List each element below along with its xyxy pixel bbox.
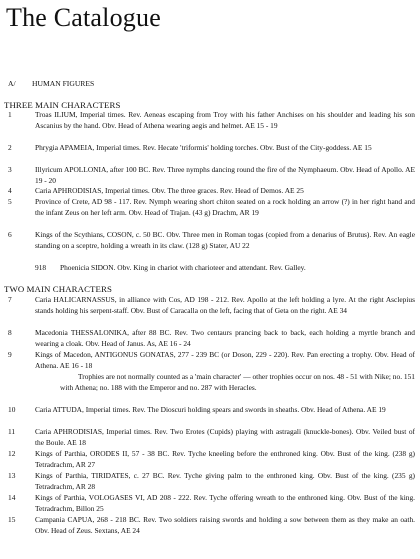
entry-number: 11	[8, 427, 16, 436]
entry-number: 2	[8, 143, 12, 152]
entry-text: Macedonia THESSALONIKA, after 88 BC. Rev. Two centaurs prancing back to back, each holding a myrtle branch and wearing a cloak. Obv. Head of Janus. As, AE 16 - 24	[35, 328, 415, 348]
entry-number: 4	[8, 186, 12, 195]
entry-text: Kings of Parthia, VOLOGASES VI, AD 208 - 222. Rev. Tyche offering wreath to the enthroned king. Obv. Bust of the king. Tetradrachm, Billon 25	[35, 493, 415, 513]
entry-text: Caria APHRODISIAS, Imperial times. Obv. The three graces. Rev. Head of Demos. AE 25	[35, 186, 304, 195]
entry-text: Campania CAPUA, 268 - 218 BC. Rev. Two soldiers raising swords and holding a sow between them as they make an oath. Obv. Head of Zeus. Sextans, AE 24	[35, 515, 415, 535]
entry-number: 12	[8, 449, 16, 458]
entry-number: 7	[8, 295, 12, 304]
entry-number: 14	[8, 493, 16, 502]
entry-number: 6	[8, 230, 12, 239]
entry-number: 10	[8, 405, 16, 414]
page-title: The Catalogue	[6, 3, 161, 32]
entry-number: 13	[8, 471, 16, 480]
entry-text: Province of Crete, AD 98 - 117. Rev. Nymph wearing short chiton seated on a rock holding an arrow (?) in her right hand and the infant Zeus on her left arm. Obv. Head of Trajan. (43 g) Drachm, AR 19	[35, 197, 415, 217]
entry-text: Phrygia APAMEIA, Imperial times. Rev. Hecate 'triformis' holding torches. Obv. Bust of the City-goddess. AE 15	[35, 143, 372, 152]
entry-text: Caria HALICARNASSUS, in alliance with Cos, AD 198 - 212. Rev. Apollo at the left holding a lyre. At the right Asclepius stands holding his serpent-staff. Obv. Bust of Caracalla on the left, facing that of Geta on the right. AE 34	[35, 295, 415, 315]
section-title: HUMAN FIGURES	[32, 79, 95, 88]
entry-text: Caria APHRODISIAS, Imperial times. Rev. Two Erotes (Cupids) playing with astragali (knuckle-bones). Obv. Veiled bust of the Boule. AE 18	[35, 427, 415, 447]
entry-text: Kings of the Scythians, COSON, c. 50 BC. Obv. Three men in Roman togas (copied from a denarius of Brutus). Rev. An eagle standing on a sceptre, holding a wreath in its claw. (128 g) Stater, AU 22	[35, 230, 415, 250]
entry-text: Kings of Parthia, ORODES II, 57 - 38 BC. Rev. Tyche kneeling before the enthroned king. Obv. Bust of the king. (238 g) Tetradrachm, AR 27	[35, 449, 415, 469]
entry-text: Kings of Parthia, TIRIDATES, c. 27 BC. Rev. Tyche giving palm to the enthroned king. Obv. Bust of the king. (235 g) Tetradrachm, AR 28	[35, 471, 415, 491]
trophy-note: Trophies are not normally counted as a 'main character' — other trophies occur on nos. 48 - 51 with Nike; no. 151 with Athena; no. 188 with the Emperor and no. 287 with Heracles.	[60, 372, 415, 392]
entry-text: Kings of Macedon, ANTIGONUS GONATAS, 277 - 239 BC (or Doson, 229 - 220). Rev. Pan erecting a trophy. Obv. Head of Athena. AE 16 - 18	[35, 350, 415, 370]
entry-number: 1	[8, 110, 12, 119]
section-heading	[8, 79, 94, 88]
entry-number: 15	[8, 515, 16, 524]
entry-number: 8	[8, 328, 12, 337]
entry-number: 3	[8, 165, 12, 174]
entry-text: Phoenicia SIDON. Obv. King in chariot with charioteer and attendant. Rev. Galley.	[60, 263, 306, 272]
group-heading-two: TWO MAIN CHARACTERS	[4, 284, 112, 294]
group-heading-three: THREE MAIN CHARACTERS	[4, 100, 121, 110]
entry-text: Illyricum APOLLONIA, after 100 BC. Rev. Three nymphs dancing round the fire of the Nymphaeum. Obv. Head of Apollo. AE 19 - 20	[35, 165, 415, 185]
entry-number: 9	[8, 350, 12, 359]
entry-number: 5	[8, 197, 12, 206]
entry-text: Troas ILIUM, Imperial times. Rev. Aeneas escaping from Troy with his father Anchises on his shoulder and leading his son Ascanius by the hand. Obv. Head of Athena wearing aegis and helmet. AE 15 - 19	[35, 110, 415, 130]
entry-text: Caria ATTUDA, Imperial times. Rev. The Dioscuri holding spears and swords in sheaths. Obv. Head of Athena. AE 19	[35, 405, 386, 414]
entry-number: 918	[35, 263, 47, 272]
section-letter: A/	[8, 79, 16, 88]
